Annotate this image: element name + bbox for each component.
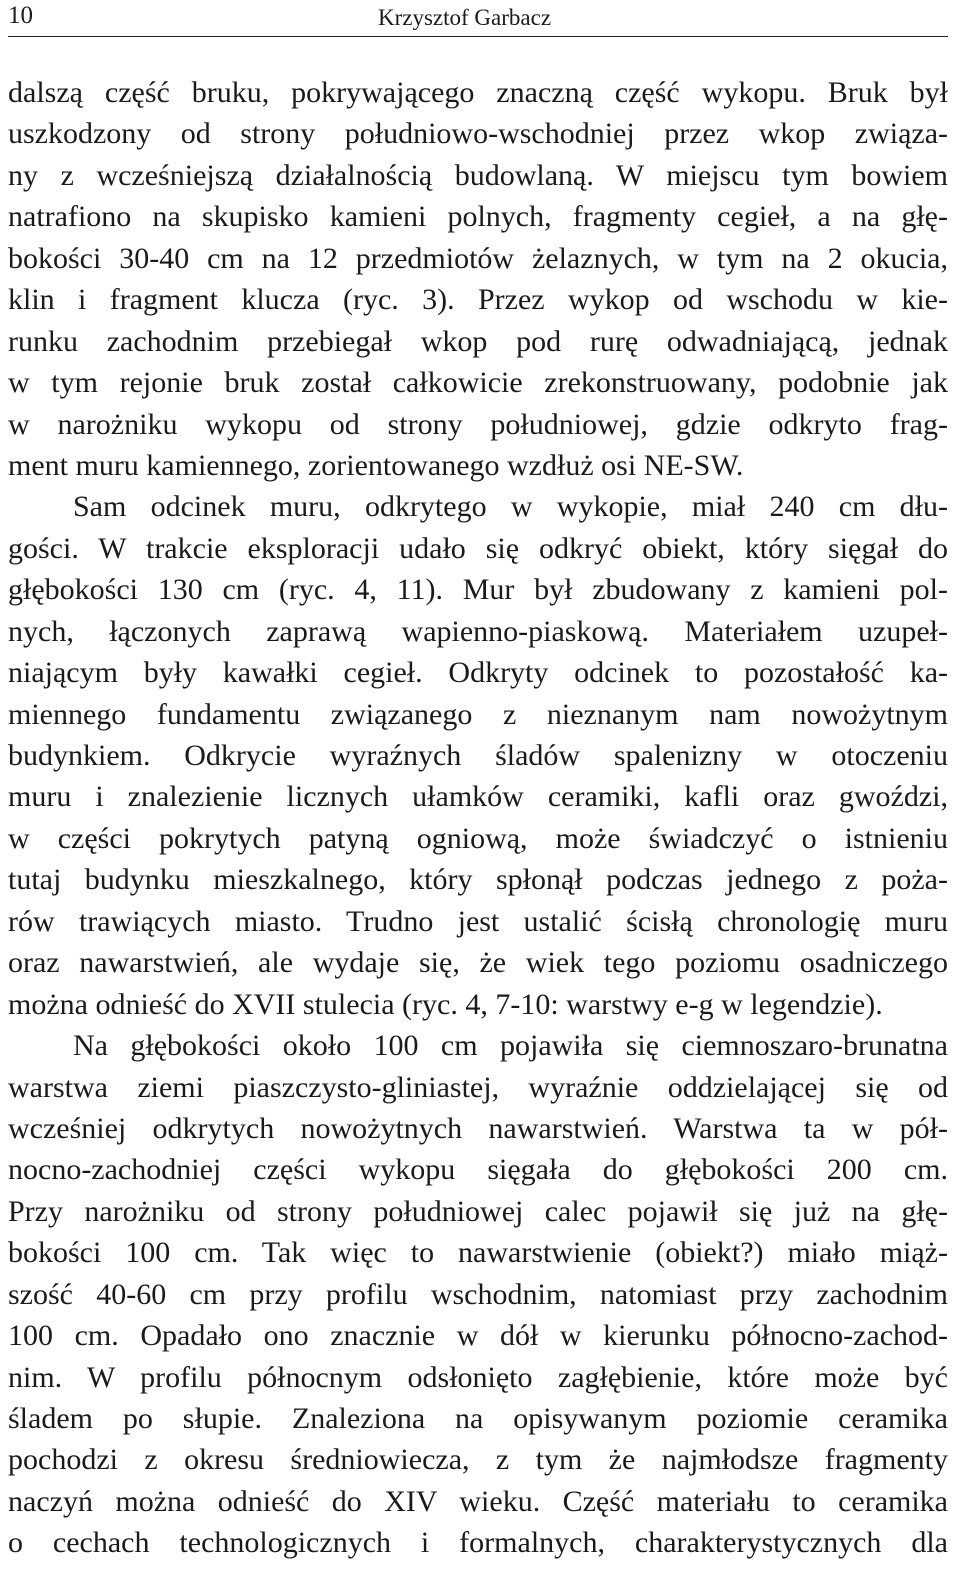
- text-line: ment muru kamiennego, zorientowanego wzdłuż osi NE-SW.: [8, 448, 744, 482]
- text-line: runku zachodnim przebiegał wkop pod rurę odwadniającą, jednak: [8, 324, 948, 358]
- text-line: bokości 30-40 cm na 12 przedmiotów żelaznych, w tym na 2 okucia,: [8, 241, 948, 275]
- text-line: można odnieść do XVII stulecia (ryc. 4, 7-10: warstwy e-g w legendzie).: [8, 987, 883, 1021]
- text-line: klin i fragment klucza (ryc. 3). Przez wykop od wschodu w kie-: [8, 283, 948, 317]
- text-line: nych, łączonych zaprawą wapienno-piaskową. Materiałem uzupeł-: [8, 614, 948, 648]
- text-line: nocno-zachodniej części wykopu sięgała do głębokości 200 cm.: [8, 1153, 948, 1187]
- text-line: głębokości 130 cm (ryc. 4, 11). Mur był zbudowany z kamieni pol-: [8, 573, 948, 607]
- text-line: szość 40-60 cm przy profilu wschodnim, natomiast przy zachodnim: [8, 1277, 948, 1311]
- running-head: [8, 0, 948, 37]
- text-line: warstwa ziemi piaszczysto-gliniastej, wyraźnie oddzielającej się od: [8, 1070, 948, 1104]
- text-line: naczyń można odnieść do XIV wieku. Część materiału to ceramika: [8, 1484, 948, 1518]
- text-line: w tym rejonie bruk został całkowicie zrekonstruowany, podobnie jak: [8, 366, 948, 400]
- running-head-author: Krzysztof Garbacz: [378, 5, 552, 30]
- text-line: tutaj budynku mieszkalnego, który spłonął podczas jednego z poża-: [8, 863, 948, 897]
- body-text: [8, 72, 948, 1564]
- text-line: ny z wcześniejszą działalnością budowlaną. W miejscu tym bowiem: [8, 158, 948, 192]
- text-line: w narożniku wykopu od strony południowej, gdzie odkryto frag-: [8, 407, 948, 441]
- text-line: uszkodzony od strony południowo-wschodniej przez wkop związa-: [8, 117, 948, 151]
- text-line: wcześniej odkrytych nowożytnych nawarstwień. Warstwa ta w pół-: [8, 1111, 948, 1145]
- text-line: budynkiem. Odkrycie wyraźnych śladów spalenizny w otoczeniu: [8, 739, 948, 772]
- text-line: nim. W profilu północnym odsłonięto zagłębienie, które może być: [8, 1360, 948, 1394]
- page-number: 10: [8, 2, 33, 29]
- text-line: o cechach technologicznych i formalnych, charakterystycznych dla: [8, 1526, 948, 1560]
- text-line: niającym były kawałki cegieł. Odkryty odcinek to pozostałość ka-: [8, 656, 948, 690]
- text-line: bokości 100 cm. Tak więc to nawarstwienie (obiekt?) miało miąż-: [8, 1236, 948, 1270]
- text-line: rów trawiących miasto. Trudno jest ustalić ścisłą chronologię muru: [8, 904, 948, 938]
- text-line: Sam odcinek muru, odkrytego w wykopie, miał 240 cm dłu-: [73, 490, 948, 524]
- text-line: w części pokrytych patyną ogniową, może świadczyć o istnieniu: [8, 821, 948, 855]
- text-line: oraz nawarstwień, ale wydaje się, że wiek tego poziomu osadniczego: [8, 946, 948, 980]
- text-line: dalszą część bruku, pokrywającego znaczną część wykopu. Bruk był: [8, 76, 948, 109]
- text-line: śladem po słupie. Znaleziona na opisywanym poziomie ceramika: [8, 1402, 948, 1435]
- text-line: 100 cm. Opadało ono znacznie w dół w kierunku północno-zachod-: [8, 1319, 948, 1353]
- text-line: natrafiono na skupisko kamieni polnych, fragmenty cegieł, a na głę-: [8, 200, 948, 234]
- text-line: pochodzi z okresu średniowiecza, z tym że najmłodsze fragmenty: [8, 1443, 948, 1477]
- text-line: miennego fundamentu związanego z nieznanym nam nowożytnym: [8, 697, 948, 731]
- text-line: muru i znalezienie licznych ułamków ceramiki, kafli oraz gwoździ,: [8, 780, 948, 814]
- text-line: Przy narożniku od strony południowej calec pojawił się już na głę-: [8, 1194, 948, 1228]
- text-line: Na głębokości około 100 cm pojawiła się ciemnoszaro-brunatna: [73, 1029, 948, 1063]
- text-line: gości. W trakcie eksploracji udało się odkryć obiekt, który sięgał do: [8, 531, 948, 565]
